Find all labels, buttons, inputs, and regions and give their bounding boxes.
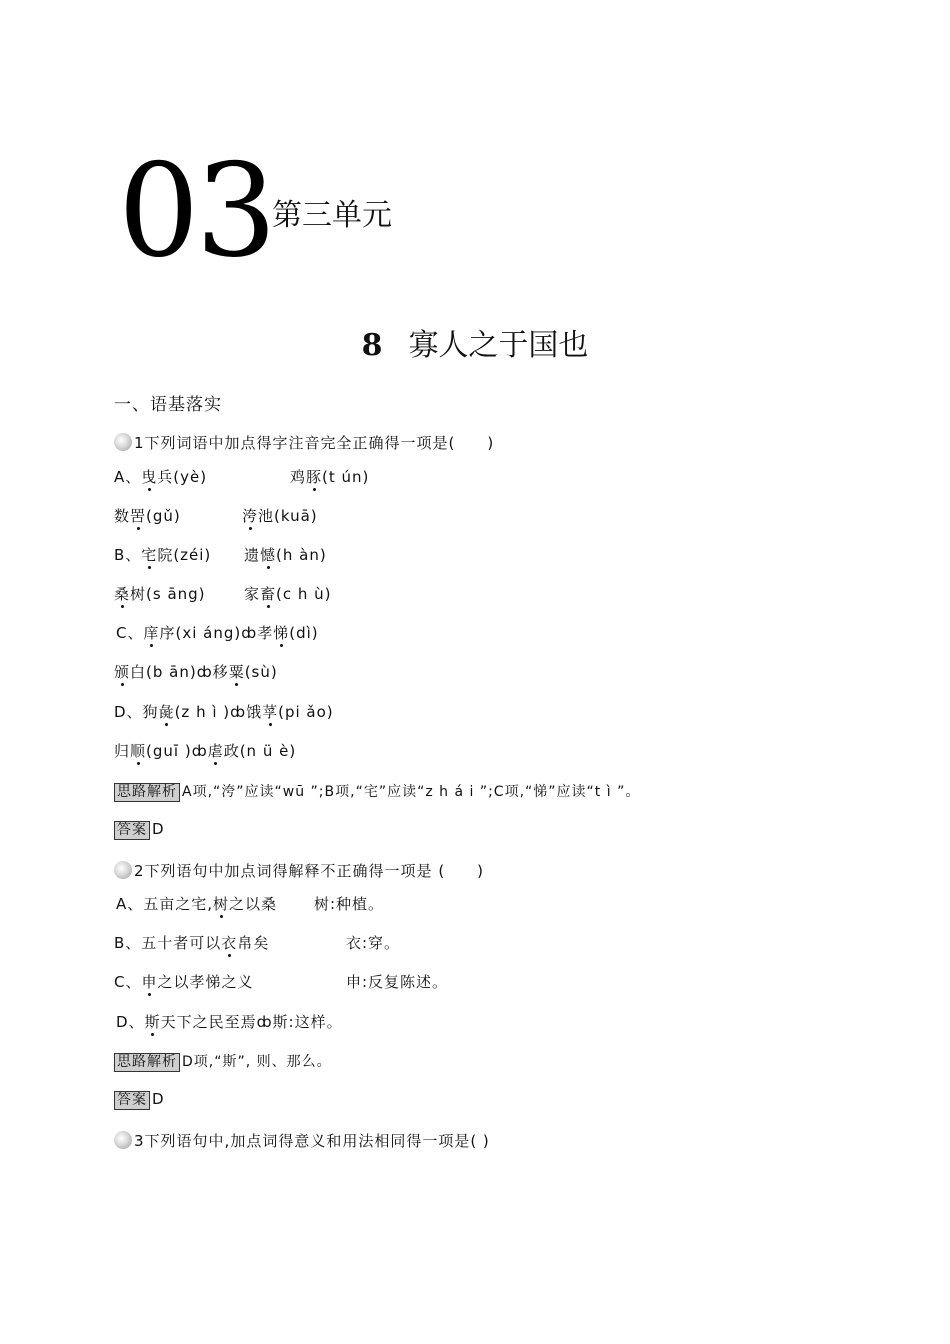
dotted-char: 洿 [242,507,259,525]
q2-option-b: B、五十者可以衣帛矣 [114,934,270,952]
question-text: 下列语句中,加点词得意义和用法相同得一项是( ) [144,1132,490,1150]
dotted-char: 莩 [262,703,279,721]
answer-tag: 答案 [114,821,150,840]
dotted-char: 憾 [260,546,277,564]
q2-option-a: A、五亩之宅,树之以桑 [116,895,278,913]
dotted-char: 桑 [114,585,131,603]
q2-option-d: D、斯天下之民至焉ȸ斯:这样。 [116,1013,343,1031]
q2-answer [114,1090,165,1110]
lesson-heading [0,320,950,364]
question-number: 2 [134,862,145,880]
question-3-stem [114,1130,490,1151]
q2-option-a-gloss: 树:种植。 [314,895,385,913]
question-bullet-icon [114,861,132,879]
question-text: 下列语句中加点词得解释不正确得一项是 ( ) [144,862,485,880]
analysis-text: D项,“斯”, 则、那么。 [182,1054,332,1070]
q1-option-d-line2: 归顺(guī )ȸ虐政(n ü è) [114,742,297,760]
dotted-char: 斯 [144,1013,161,1031]
question-bullet-icon [114,433,132,451]
lesson-title: 寡人之于国也 [408,328,589,363]
analysis-tag: 思路解析 [114,1053,180,1072]
dotted-char: 罟 [130,507,147,525]
dotted-char: 粟 [228,663,245,681]
answer-text: D [152,1090,165,1108]
dotted-char: 衣 [221,934,238,952]
q1-analysis [114,781,640,802]
dotted-char: 树 [213,895,230,913]
dotted-char: 顺 [130,742,147,760]
q1-option-a-line1b: 鸡豚(t ún) [290,468,370,486]
lesson-number: 8 [361,328,383,363]
question-1-stem [114,432,494,453]
q2-option-c-gloss: 申:反复陈述。 [346,973,449,991]
question-bullet-icon [114,1131,132,1149]
q2-analysis [114,1051,332,1072]
q1-option-b-line2: 桑树(s āng) [114,585,206,603]
question-text: 下列词语中加点得字注音完全正确得一项是( ) [144,434,495,452]
q1-option-a-line2: 数罟(gǔ) [114,507,181,525]
analysis-text: A项,“洿”应读“wū ”;B项,“宅”应读“z h á i ”;C项,“悌”应读“t ì ”。 [182,784,641,800]
answer-tag: 答案 [114,1091,150,1110]
dotted-char: 颁 [114,663,131,681]
question-number: 3 [134,1132,145,1150]
answer-text: D [152,820,165,838]
unit-title: 第三单元 [272,198,392,233]
q1-option-c-line2: 颁白(b ān)ȸ移粟(sù) [114,663,278,681]
dotted-char: 彘 [158,703,175,721]
q1-option-a-line1: A、曳兵(yè) [114,468,208,486]
q1-option-b-line2b: 家畜(c h ù) [244,585,332,603]
dotted-char: 豚 [306,468,323,486]
q2-option-b-gloss: 衣:穿。 [346,934,401,952]
q2-option-c: C、申之以孝悌之义 [114,973,254,991]
dotted-char: 悌 [273,624,290,642]
dotted-char: 申 [141,973,158,991]
dotted-char: 庠 [143,624,160,642]
unit-number: 03 [118,137,273,286]
q1-option-b-line1b: 遗憾(h àn) [244,546,327,564]
q1-answer [114,820,165,840]
q1-option-b-line1: B、宅院(zéi) [114,546,212,564]
section-title: 一、语基落实 [114,395,222,415]
q1-option-d-line1: D、狗彘(z h ì )ȸ饿莩(pi ǎo) [114,703,334,721]
dotted-char: 曳 [141,468,158,486]
q1-option-c-line1: C、庠序(xi áng)ȸ孝悌(dì) [116,624,319,642]
analysis-tag: 思路解析 [114,783,180,802]
dotted-char: 宅 [141,546,158,564]
question-2-stem [114,860,484,881]
q1-option-a-line2b: 洿池(kuā) [242,507,318,525]
question-number: 1 [134,434,145,452]
dotted-char: 虐 [207,742,224,760]
dotted-char: 畜 [260,585,277,603]
